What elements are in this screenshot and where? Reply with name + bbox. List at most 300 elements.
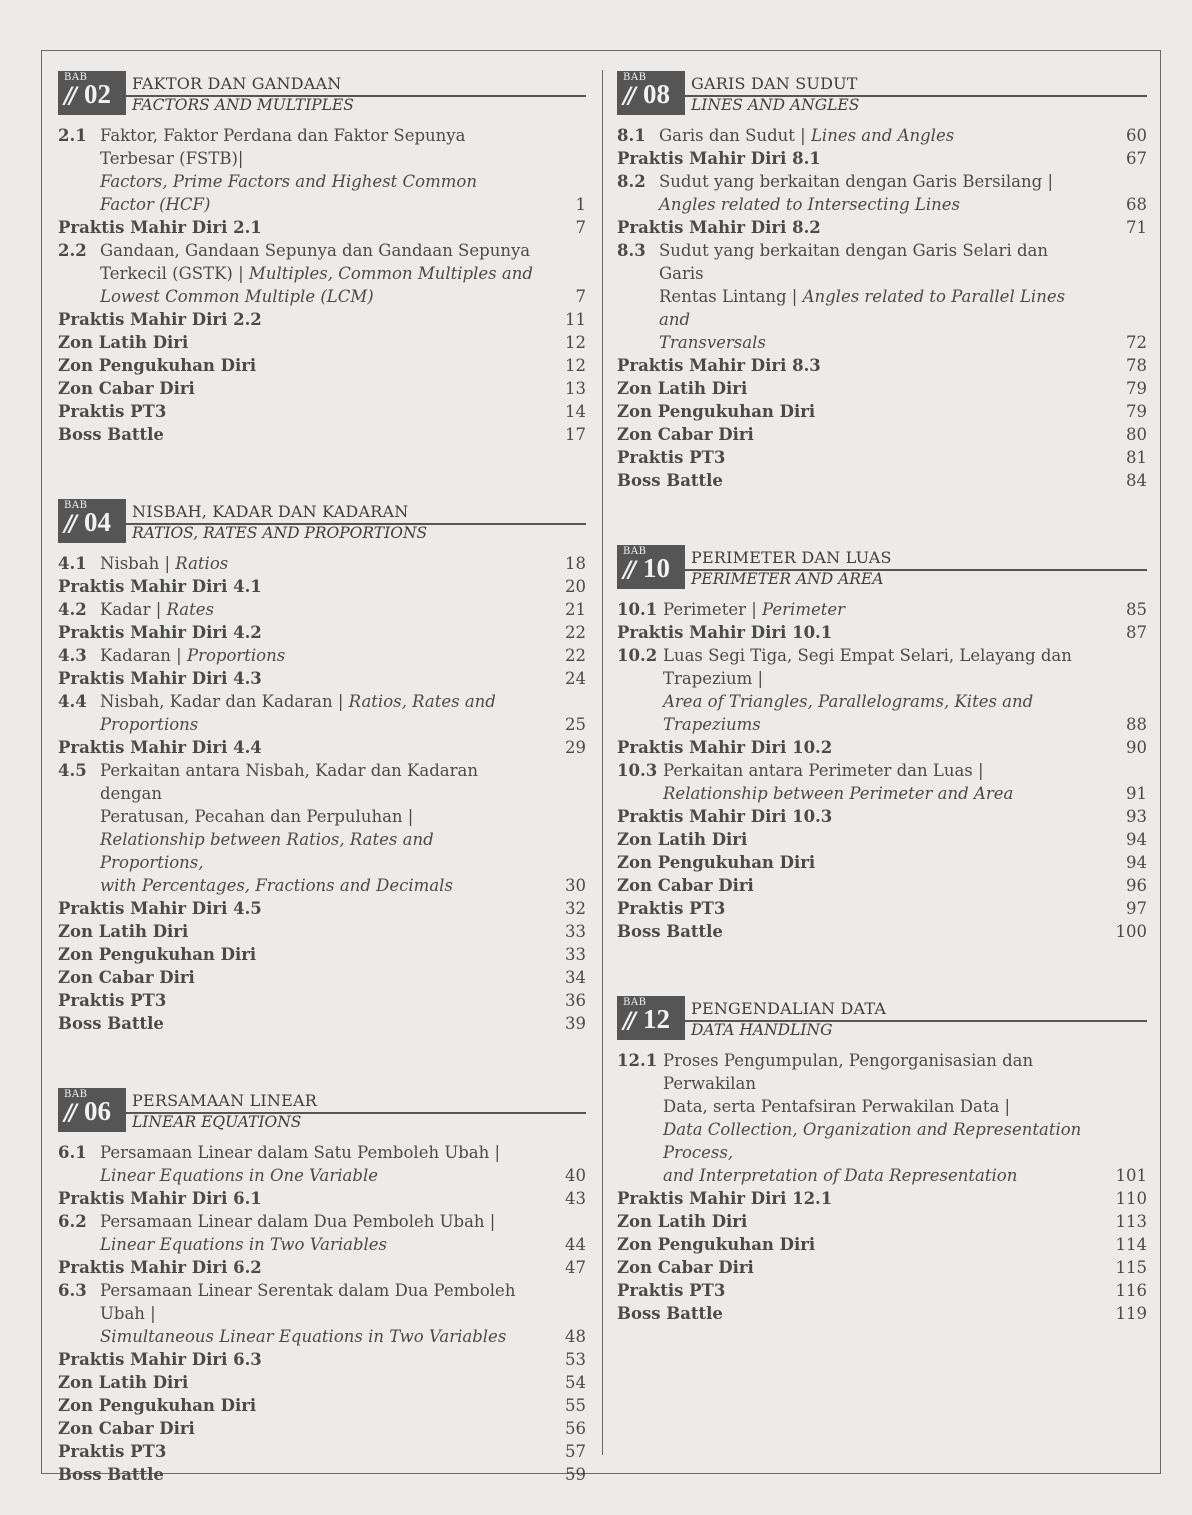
entry-text bbox=[100, 1141, 536, 1187]
toc-practice-entry[interactable] bbox=[58, 377, 586, 400]
entry-line-text: Linear Equations in One Variable bbox=[100, 1166, 379, 1185]
chapter-subtitle: LINEAR EQUATIONS bbox=[132, 1113, 302, 1131]
entry-line bbox=[100, 1141, 536, 1164]
toc-practice-entry[interactable] bbox=[617, 897, 1147, 920]
page-number: 116 bbox=[1115, 1281, 1147, 1300]
page-number: 78 bbox=[1126, 356, 1147, 375]
entry-line-text: Praktis PT3 bbox=[617, 448, 726, 467]
entry-line bbox=[617, 147, 1097, 170]
entry-line-text: Factors, Prime Factors and Highest Common Factor (HCF) bbox=[100, 172, 477, 214]
bab-label: BAB bbox=[64, 500, 88, 511]
toc-practice-entry[interactable] bbox=[58, 216, 586, 239]
page-number: 48 bbox=[565, 1327, 586, 1346]
entry-line bbox=[58, 1371, 536, 1394]
entry-line bbox=[100, 598, 536, 621]
entry-line-text: with Percentages, Fractions and Decimals bbox=[100, 876, 453, 895]
entry-line bbox=[58, 575, 536, 598]
entry-line-text: Praktis Mahir Diri 8.3 bbox=[617, 356, 821, 375]
toc-practice-entry[interactable] bbox=[58, 897, 586, 920]
entry-line bbox=[58, 423, 536, 446]
page-number: 7 bbox=[575, 287, 586, 306]
page-number: 25 bbox=[565, 715, 586, 734]
entry-line-text: Transversals bbox=[659, 333, 766, 352]
section-number: 8.3 bbox=[617, 241, 646, 260]
entry-line bbox=[663, 1164, 1097, 1187]
entry-line-text: Praktis Mahir Diri 4.5 bbox=[58, 899, 262, 918]
toc-practice-entry[interactable] bbox=[617, 736, 1147, 759]
toc-practice-entry[interactable] bbox=[617, 828, 1147, 851]
entry-line-text: Boss Battle bbox=[58, 1014, 164, 1033]
page-number: 91 bbox=[1126, 784, 1147, 803]
page-number: 14 bbox=[565, 402, 586, 421]
chapter-header bbox=[617, 993, 1147, 1043]
page-number: 67 bbox=[1126, 149, 1147, 168]
entry-text bbox=[100, 690, 536, 736]
page-number: 36 bbox=[565, 991, 586, 1010]
page-number: 44 bbox=[565, 1235, 586, 1254]
toc-section-entry[interactable] bbox=[58, 239, 586, 308]
toc-practice-entry[interactable] bbox=[617, 423, 1147, 446]
entry-line bbox=[100, 805, 536, 828]
chapter-12 bbox=[617, 993, 1147, 1325]
page-number: 12 bbox=[565, 333, 586, 352]
entry-line bbox=[617, 1210, 1097, 1233]
entry-text bbox=[663, 598, 1097, 621]
toc-practice-entry[interactable] bbox=[58, 308, 586, 331]
entry-text bbox=[58, 308, 536, 331]
toc-practice-entry[interactable] bbox=[58, 989, 586, 1012]
page-number: 114 bbox=[1115, 1235, 1147, 1254]
entry-text bbox=[617, 400, 1097, 423]
toc-section-entry[interactable] bbox=[617, 759, 1147, 805]
entry-line-english: Lines and Angles bbox=[810, 126, 955, 145]
entry-text bbox=[617, 1279, 1097, 1302]
entry-line bbox=[659, 239, 1097, 285]
toc-practice-entry[interactable] bbox=[58, 1440, 586, 1463]
entry-line-text: Kadar | bbox=[100, 600, 167, 619]
entry-line-text: Proses Pengumpulan, Pengorganisasian dan Perwakilan bbox=[663, 1051, 1034, 1093]
chapter-08 bbox=[617, 68, 1147, 492]
entry-line-text: Zon Cabar Diri bbox=[617, 425, 754, 444]
chapter-title: FAKTOR DAN GANDAAN bbox=[132, 74, 342, 93]
entry-line bbox=[58, 667, 536, 690]
entry-line bbox=[58, 897, 536, 920]
page-number: 24 bbox=[565, 669, 586, 688]
entry-line-text: Gandaan, Gandaan Sepunya dan Gandaan Sepunya bbox=[100, 241, 531, 260]
toc-practice-entry[interactable] bbox=[617, 1302, 1147, 1325]
toc-practice-entry[interactable] bbox=[617, 354, 1147, 377]
entry-line bbox=[663, 759, 1097, 782]
toc-practice-entry[interactable] bbox=[617, 469, 1147, 492]
toc-practice-entry[interactable] bbox=[617, 446, 1147, 469]
entry-line-text: Linear Equations in Two Variables bbox=[100, 1235, 388, 1254]
page-number: 80 bbox=[1126, 425, 1147, 444]
entry-line bbox=[100, 1279, 536, 1325]
toc-practice-entry[interactable] bbox=[617, 874, 1147, 897]
page-number: 56 bbox=[565, 1419, 586, 1438]
entry-line bbox=[58, 920, 536, 943]
entry-text bbox=[58, 1463, 536, 1486]
entry-line bbox=[617, 851, 1097, 874]
entry-line-text: Zon Cabar Diri bbox=[617, 876, 754, 895]
entry-line bbox=[100, 759, 536, 805]
toc-practice-entry[interactable] bbox=[617, 920, 1147, 943]
toc-practice-entry[interactable] bbox=[58, 1394, 586, 1417]
entry-line bbox=[617, 621, 1097, 644]
toc-practice-entry[interactable] bbox=[58, 920, 586, 943]
entry-line-text: Zon Cabar Diri bbox=[58, 968, 195, 987]
toc-practice-entry[interactable] bbox=[617, 1187, 1147, 1210]
entry-text bbox=[58, 966, 536, 989]
toc-practice-entry[interactable] bbox=[617, 805, 1147, 828]
page-number: 57 bbox=[565, 1442, 586, 1461]
entry-line bbox=[617, 920, 1097, 943]
entry-line bbox=[617, 469, 1097, 492]
entry-line-text: Boss Battle bbox=[617, 471, 723, 490]
toc-practice-entry[interactable] bbox=[617, 400, 1147, 423]
entry-text bbox=[617, 897, 1097, 920]
entry-line-text: and Interpretation of Data Representation bbox=[663, 1166, 1018, 1185]
entry-line-text: Area of Triangles, Parallelograms, Kites and Trapeziums bbox=[663, 692, 1034, 734]
toc-practice-entry[interactable] bbox=[58, 736, 586, 759]
entry-line-english: Proportions bbox=[186, 646, 286, 665]
entry-line bbox=[663, 1118, 1097, 1164]
entry-text bbox=[58, 331, 536, 354]
toc-practice-entry[interactable] bbox=[617, 1279, 1147, 1302]
section-number: 4.5 bbox=[58, 761, 87, 780]
toc-practice-entry[interactable] bbox=[58, 1371, 586, 1394]
section-number: 2.2 bbox=[58, 241, 87, 260]
slash-mark: // bbox=[64, 1100, 75, 1126]
entry-line-text: Faktor, Faktor Perdana dan Faktor Sepunya Terbesar (FSTB)| bbox=[100, 126, 466, 168]
entry-line-text: Boss Battle bbox=[617, 1304, 723, 1323]
bab-label: BAB bbox=[623, 72, 647, 83]
chapter-number: 08 bbox=[643, 79, 670, 109]
page-number: 72 bbox=[1126, 333, 1147, 352]
chapter-badge bbox=[617, 71, 685, 115]
entry-line-text: Praktis PT3 bbox=[58, 1442, 167, 1461]
toc-practice-entry[interactable] bbox=[58, 966, 586, 989]
entry-line bbox=[58, 1417, 536, 1440]
entry-line-text: Kadaran | bbox=[100, 646, 187, 665]
toc-practice-entry[interactable] bbox=[617, 621, 1147, 644]
page-number: 84 bbox=[1126, 471, 1147, 490]
entry-line-text: Praktis Mahir Diri 10.3 bbox=[617, 807, 833, 826]
page-number: 101 bbox=[1115, 1166, 1147, 1185]
entry-text bbox=[617, 377, 1097, 400]
entry-text bbox=[663, 1049, 1097, 1187]
toc-practice-entry[interactable] bbox=[617, 851, 1147, 874]
toc-practice-entry[interactable] bbox=[58, 1348, 586, 1371]
toc-section-entry[interactable] bbox=[617, 644, 1147, 736]
entry-text bbox=[100, 1279, 536, 1348]
slash-mark: // bbox=[623, 83, 634, 109]
chapter-header bbox=[617, 542, 1147, 592]
entry-line-text: Terkecil (GSTK) | bbox=[100, 264, 249, 283]
section-number: 2.1 bbox=[58, 126, 87, 145]
page-number: 34 bbox=[565, 968, 586, 987]
entry-line-text: Relationship between Perimeter and Area bbox=[663, 784, 1014, 803]
page-number: 97 bbox=[1126, 899, 1147, 918]
entry-text bbox=[617, 423, 1097, 446]
entry-line-text: Praktis PT3 bbox=[617, 899, 726, 918]
entry-text bbox=[100, 124, 536, 216]
toc-practice-entry[interactable] bbox=[617, 377, 1147, 400]
toc-practice-entry[interactable] bbox=[617, 1210, 1147, 1233]
toc-practice-entry[interactable] bbox=[58, 1463, 586, 1486]
section-number: 8.1 bbox=[617, 126, 646, 145]
entry-line bbox=[100, 170, 536, 216]
chapter-subtitle: RATIOS, RATES AND PROPORTIONS bbox=[132, 524, 428, 542]
entry-text bbox=[617, 354, 1097, 377]
entry-text bbox=[617, 874, 1097, 897]
page-number: 55 bbox=[565, 1396, 586, 1415]
page-number: 40 bbox=[565, 1166, 586, 1185]
entry-line bbox=[100, 874, 536, 897]
entry-line bbox=[617, 216, 1097, 239]
toc-section-entry[interactable] bbox=[58, 124, 586, 216]
entry-line-text: Praktis Mahir Diri 6.3 bbox=[58, 1350, 262, 1369]
entry-line-english: Ratios bbox=[175, 554, 229, 573]
toc-section-entry[interactable] bbox=[617, 170, 1147, 216]
entry-line-text: Praktis Mahir Diri 4.1 bbox=[58, 577, 262, 596]
section-number: 6.1 bbox=[58, 1143, 87, 1162]
bab-label: BAB bbox=[623, 546, 647, 557]
entry-line bbox=[58, 1256, 536, 1279]
toc-section-entry[interactable] bbox=[58, 690, 586, 736]
chapter-number: 04 bbox=[84, 507, 111, 537]
entry-text bbox=[58, 423, 536, 446]
page-number: 12 bbox=[565, 356, 586, 375]
page-number: 47 bbox=[565, 1258, 586, 1277]
toc-practice-entry[interactable] bbox=[58, 667, 586, 690]
chapter-subtitle: DATA HANDLING bbox=[691, 1021, 833, 1039]
entry-line bbox=[617, 1302, 1097, 1325]
toc-practice-entry[interactable] bbox=[617, 1256, 1147, 1279]
slash-mark: // bbox=[623, 557, 634, 583]
entry-line-text: Boss Battle bbox=[58, 425, 164, 444]
toc-practice-entry[interactable] bbox=[58, 621, 586, 644]
entry-line-text: Boss Battle bbox=[617, 922, 723, 941]
entry-line-text: Zon Pengukuhan Diri bbox=[58, 356, 257, 375]
chapter-number: 02 bbox=[84, 79, 111, 109]
entry-line bbox=[58, 1394, 536, 1417]
page-number: 18 bbox=[565, 554, 586, 573]
page-number: 11 bbox=[565, 310, 586, 329]
toc-section-entry[interactable] bbox=[58, 644, 586, 667]
entry-line-english: Perimeter bbox=[762, 600, 846, 619]
entry-text bbox=[58, 989, 536, 1012]
entry-line bbox=[100, 690, 536, 736]
chapter-04 bbox=[58, 496, 586, 1035]
toc-practice-entry[interactable] bbox=[617, 216, 1147, 239]
entry-line-text: Praktis PT3 bbox=[58, 991, 167, 1010]
page-number: 110 bbox=[1115, 1189, 1147, 1208]
entry-line bbox=[100, 1210, 536, 1233]
chapter-badge bbox=[617, 996, 685, 1040]
toc-practice-entry[interactable] bbox=[58, 1187, 586, 1210]
entry-line-text: Praktis Mahir Diri 4.3 bbox=[58, 669, 262, 688]
entry-line-text: Zon Latih Diri bbox=[617, 1212, 748, 1231]
page-number: 68 bbox=[1126, 195, 1147, 214]
entry-line bbox=[100, 239, 536, 262]
entry-text bbox=[617, 446, 1097, 469]
toc-practice-entry[interactable] bbox=[58, 943, 586, 966]
page-number: 96 bbox=[1126, 876, 1147, 895]
page-number: 32 bbox=[565, 899, 586, 918]
entry-line bbox=[58, 400, 536, 423]
entry-text bbox=[58, 400, 536, 423]
toc-practice-entry[interactable] bbox=[58, 1256, 586, 1279]
page-number: 39 bbox=[565, 1014, 586, 1033]
entry-line-text: Zon Latih Diri bbox=[58, 1373, 189, 1392]
toc-section-entry[interactable] bbox=[58, 552, 586, 575]
entry-text bbox=[663, 759, 1097, 805]
entry-text bbox=[58, 897, 536, 920]
page-number: 115 bbox=[1115, 1258, 1147, 1277]
entry-line bbox=[58, 331, 536, 354]
entry-line-text: Garis dan Sudut | bbox=[659, 126, 811, 145]
entry-line bbox=[617, 377, 1097, 400]
entry-line-text: Perimeter | bbox=[663, 600, 763, 619]
entry-text bbox=[617, 1302, 1097, 1325]
entry-line bbox=[100, 1233, 536, 1256]
entry-text bbox=[617, 216, 1097, 239]
page-number: 13 bbox=[565, 379, 586, 398]
entry-line-text: Zon Latih Diri bbox=[58, 922, 189, 941]
entry-text bbox=[58, 621, 536, 644]
entry-line bbox=[659, 124, 1097, 147]
slash-mark: // bbox=[64, 83, 75, 109]
entry-line bbox=[617, 828, 1097, 851]
section-number: 6.2 bbox=[58, 1212, 87, 1231]
entry-line-english: Multiples, Common Multiples and bbox=[248, 264, 533, 283]
page-number: 22 bbox=[565, 646, 586, 665]
chapter-header bbox=[617, 68, 1147, 118]
entry-line-text: Praktis Mahir Diri 4.4 bbox=[58, 738, 262, 757]
toc-practice-entry[interactable] bbox=[58, 575, 586, 598]
entry-line-text: Perkaitan antara Nisbah, Kadar dan Kadaran dengan bbox=[100, 761, 478, 803]
toc-section-entry[interactable] bbox=[617, 1049, 1147, 1187]
toc-section-entry[interactable] bbox=[58, 1141, 586, 1187]
entry-line-text: Persamaan Linear dalam Satu Pemboleh Ubah | bbox=[100, 1143, 501, 1162]
entry-line bbox=[659, 285, 1097, 331]
toc-section-entry[interactable] bbox=[617, 598, 1147, 621]
chapter-06 bbox=[58, 1085, 586, 1486]
page-number: 30 bbox=[565, 876, 586, 895]
entry-text bbox=[659, 170, 1097, 216]
toc-section-entry[interactable] bbox=[617, 124, 1147, 147]
toc-practice-entry[interactable] bbox=[58, 331, 586, 354]
page-number: 29 bbox=[565, 738, 586, 757]
toc-section-entry[interactable] bbox=[58, 1210, 586, 1256]
entry-text bbox=[617, 920, 1097, 943]
entry-line bbox=[100, 262, 536, 285]
entry-line-text: Peratusan, Pecahan dan Perpuluhan | bbox=[100, 807, 414, 826]
page-number: 71 bbox=[1126, 218, 1147, 237]
section-number: 12.1 bbox=[617, 1051, 658, 1070]
entry-line bbox=[617, 874, 1097, 897]
toc-practice-entry[interactable] bbox=[58, 354, 586, 377]
toc-practice-entry[interactable] bbox=[58, 423, 586, 446]
chapter-number: 12 bbox=[643, 1004, 670, 1034]
entry-text bbox=[58, 667, 536, 690]
toc-section-entry[interactable] bbox=[617, 239, 1147, 354]
page-number: 1 bbox=[575, 195, 586, 214]
entry-line-text: Zon Latih Diri bbox=[58, 333, 189, 352]
entry-text bbox=[100, 759, 536, 897]
entry-text bbox=[617, 621, 1097, 644]
entry-line-text: Sudut yang berkaitan dengan Garis Bersilang | bbox=[659, 172, 1054, 191]
page-number: 53 bbox=[565, 1350, 586, 1369]
section-number: 8.2 bbox=[617, 172, 646, 191]
entry-line bbox=[617, 1279, 1097, 1302]
slash-mark: // bbox=[623, 1008, 634, 1034]
chapter-number: 10 bbox=[643, 553, 670, 583]
entry-line bbox=[617, 1187, 1097, 1210]
chapter-title: GARIS DAN SUDUT bbox=[691, 74, 858, 93]
page-number: 17 bbox=[565, 425, 586, 444]
entry-line-text: Data Collection, Organization and Representation Process, bbox=[663, 1120, 1082, 1162]
entry-line-text: Rentas Lintang | bbox=[659, 287, 803, 306]
chapter-02 bbox=[58, 68, 586, 446]
entry-line-text: Praktis Mahir Diri 8.2 bbox=[617, 218, 821, 237]
entry-line-text: Simultaneous Linear Equations in Two Variables bbox=[100, 1327, 507, 1346]
entry-text bbox=[58, 1256, 536, 1279]
entry-line bbox=[663, 1049, 1097, 1095]
entry-line bbox=[100, 285, 536, 308]
entry-line bbox=[100, 828, 536, 874]
toc-practice-entry[interactable] bbox=[58, 400, 586, 423]
toc-section-entry[interactable] bbox=[58, 759, 586, 897]
entry-text bbox=[617, 851, 1097, 874]
page-number: 33 bbox=[565, 945, 586, 964]
entry-text bbox=[58, 575, 536, 598]
entry-text bbox=[58, 216, 536, 239]
chapter-badge bbox=[58, 71, 126, 115]
entry-line-text: Praktis Mahir Diri 2.2 bbox=[58, 310, 262, 329]
chapter-badge bbox=[617, 545, 685, 589]
bab-label: BAB bbox=[623, 997, 647, 1008]
toc-practice-entry[interactable] bbox=[617, 147, 1147, 170]
entry-line bbox=[58, 1348, 536, 1371]
toc-practice-entry[interactable] bbox=[58, 1012, 586, 1035]
entry-line-text: Data, serta Pentafsiran Perwakilan Data | bbox=[663, 1097, 1011, 1116]
entry-line-text: Angles related to Intersecting Lines bbox=[659, 195, 960, 214]
entry-line bbox=[58, 354, 536, 377]
entry-text bbox=[58, 354, 536, 377]
entry-text bbox=[58, 1394, 536, 1417]
entry-line-text: Praktis Mahir Diri 10.1 bbox=[617, 623, 833, 642]
entry-line bbox=[659, 331, 1097, 354]
page-number: 88 bbox=[1126, 715, 1147, 734]
entry-line-text: Zon Latih Diri bbox=[617, 379, 748, 398]
toc-practice-entry[interactable] bbox=[58, 1417, 586, 1440]
page-number: 79 bbox=[1126, 402, 1147, 421]
toc-section-entry[interactable] bbox=[58, 598, 586, 621]
chapter-badge bbox=[58, 1088, 126, 1132]
chapter-header bbox=[58, 68, 586, 118]
chapter-header bbox=[58, 1085, 586, 1135]
page-number: 85 bbox=[1126, 600, 1147, 619]
chapter-subtitle: FACTORS AND MULTIPLES bbox=[132, 96, 354, 114]
toc-section-entry[interactable] bbox=[58, 1279, 586, 1348]
toc-practice-entry[interactable] bbox=[617, 1233, 1147, 1256]
entry-text bbox=[58, 1187, 536, 1210]
entry-line-text: Relationship between Ratios, Rates and Proportions, bbox=[100, 830, 434, 872]
entry-line bbox=[100, 1164, 536, 1187]
entry-line bbox=[663, 782, 1097, 805]
